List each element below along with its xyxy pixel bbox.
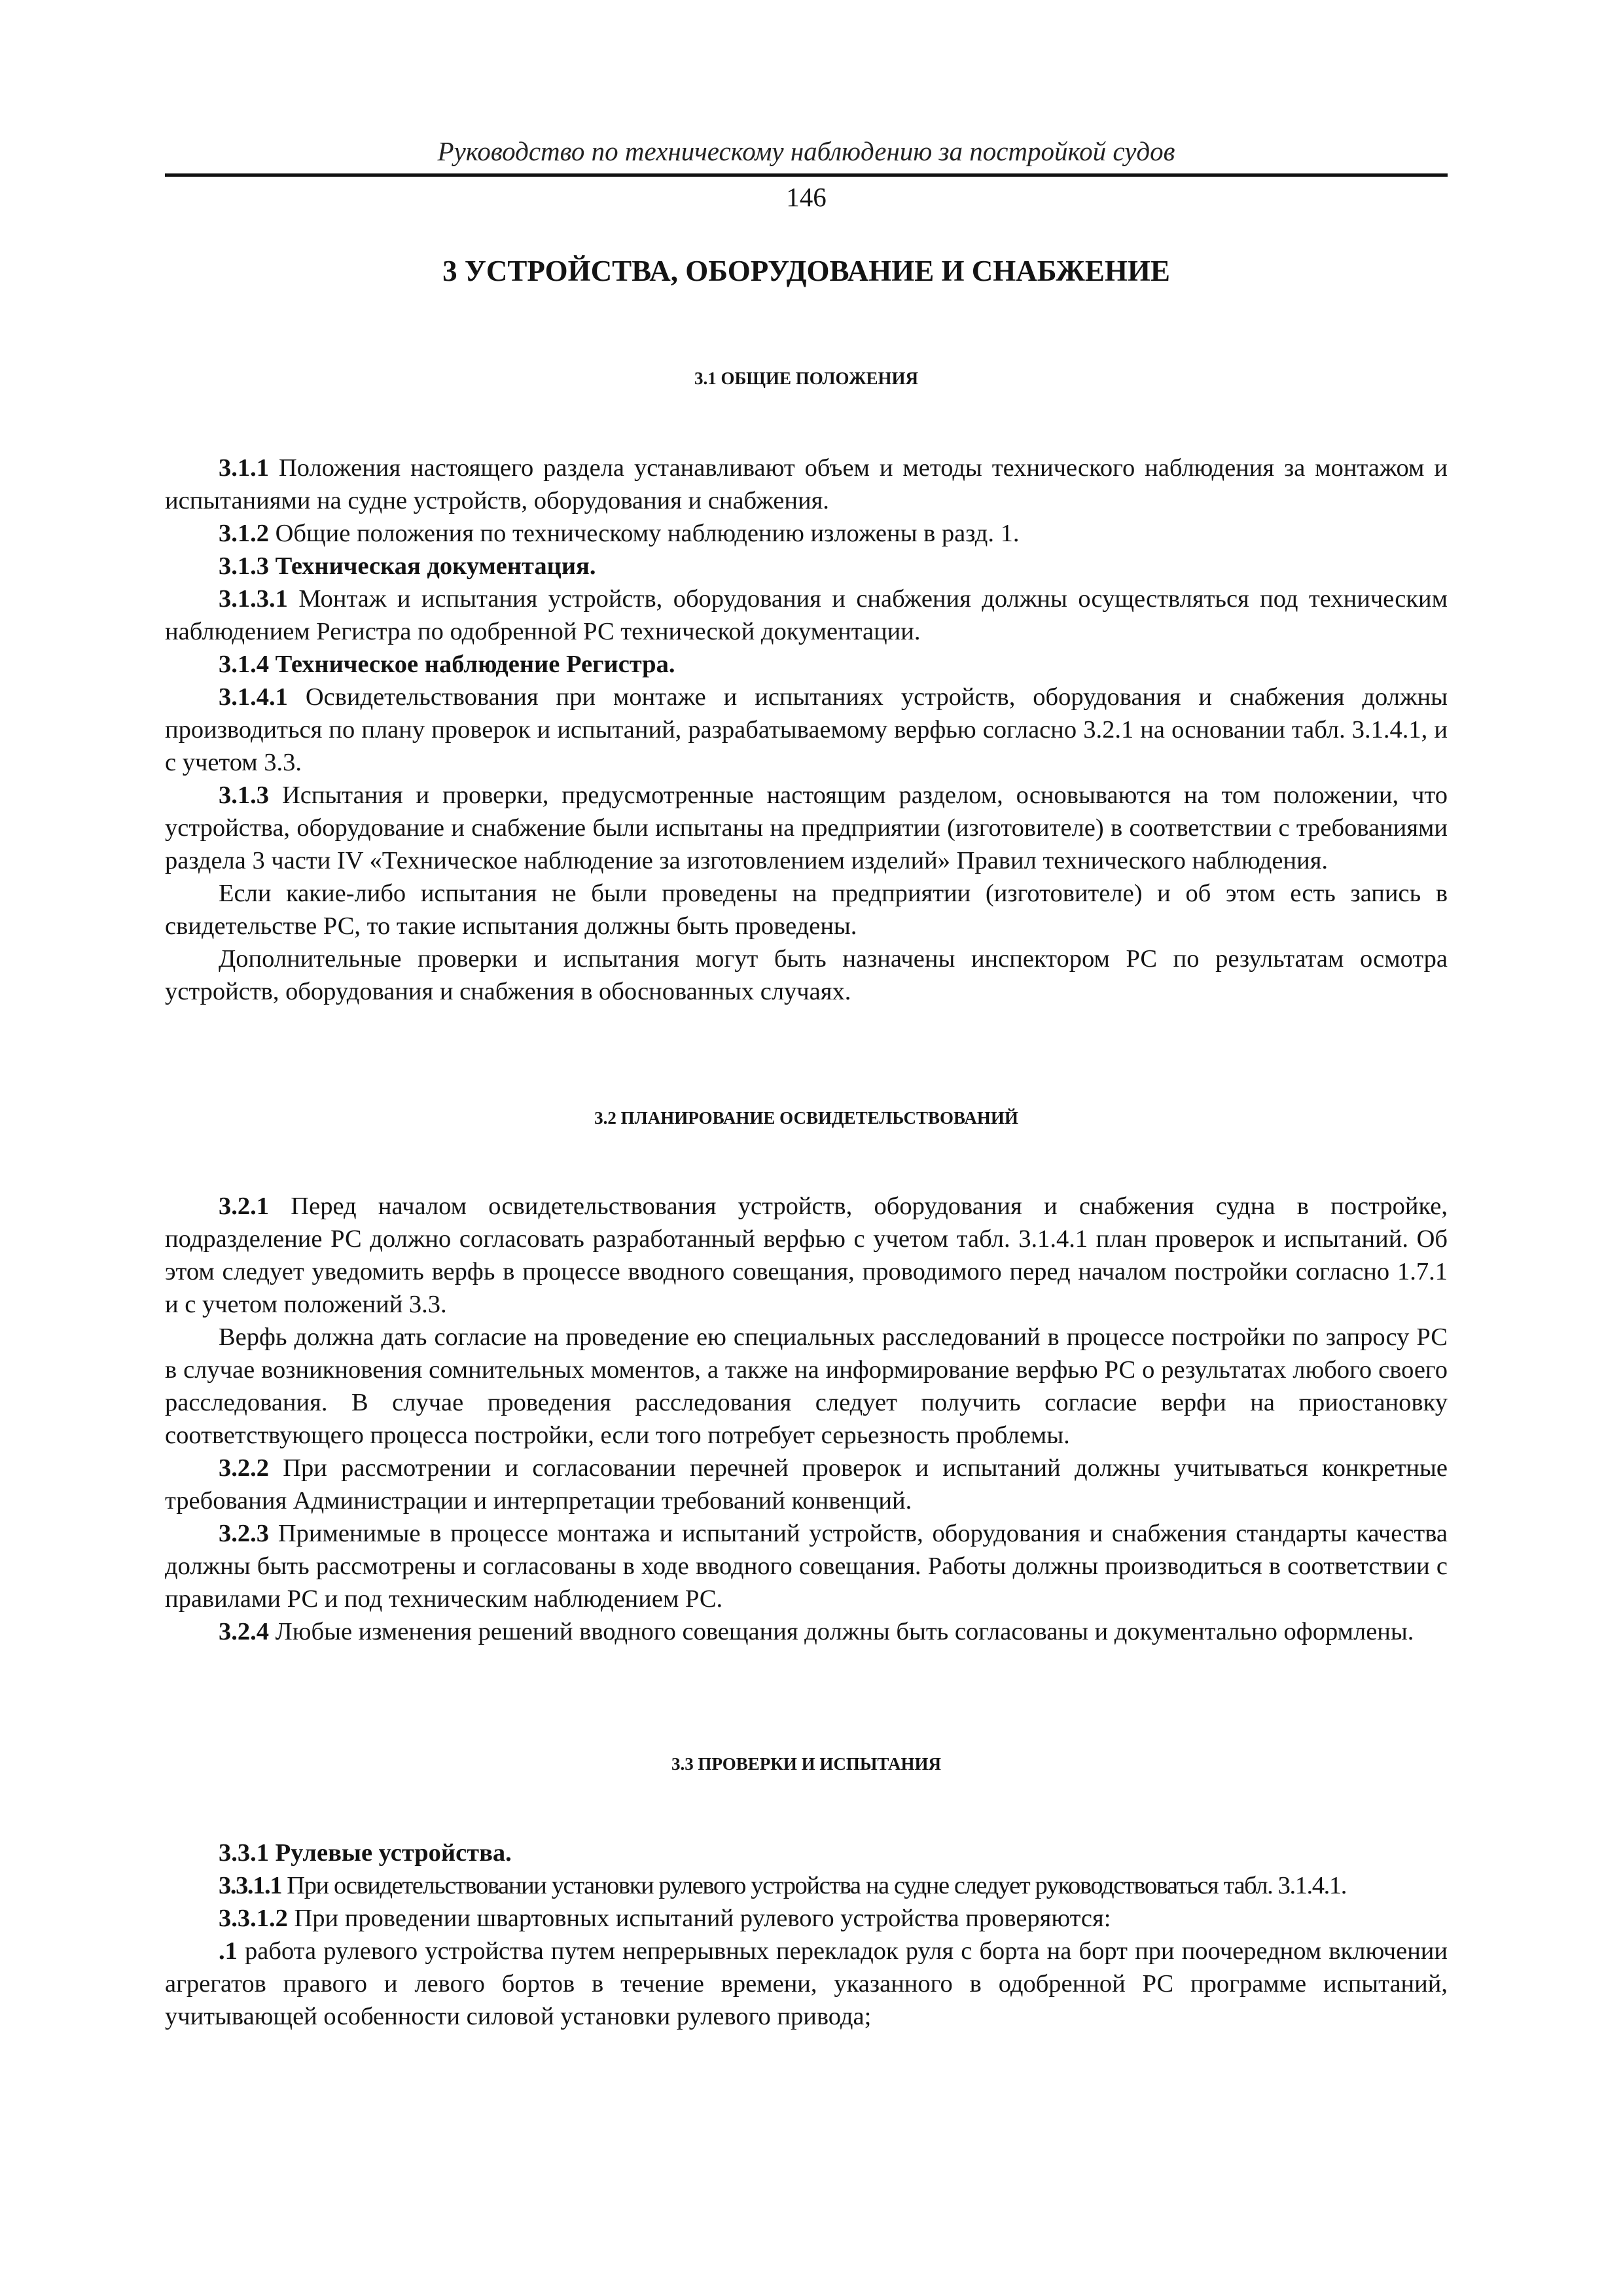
- paragraph-3-1-4-heading: 3.1.4 Техническое наблюдение Регистра.: [219, 651, 675, 678]
- section-body-3-2: [165, 1190, 1448, 1648]
- paragraph-3-1-2: 3.1.2 Общие положения по техническому наблюдению изложены в разд. 1.: [219, 520, 1020, 547]
- paragraph-3-3-1-1: 3.3.1.1 При освидетельствовании установки рулевого устройства на судне следует руководствоваться табл. 3.1.4.1.: [219, 1872, 1346, 1899]
- paragraph-additional-checks: Дополнительные проверки и испытания могут быть назначены инспектором РС по результатам осмотра устройств, оборудования и снабжения в обоснованных случаях.: [165, 945, 1448, 1005]
- paragraph-3-2-4: 3.2.4 Любые изменения решений вводного совещания должны быть согласованы и документально оформлены.: [219, 1618, 1414, 1645]
- chapter-title: 3 УСТРОЙСТВА, ОБОРУДОВАНИЕ И СНАБЖЕНИЕ: [442, 255, 1170, 287]
- paragraph-3-1-3-heading: 3.1.3 Техническая документация.: [219, 552, 596, 580]
- paragraph-missing-tests: Если какие-либо испытания не были проведены на предприятии (изготовителе) и об этом есть запись в свидетельстве РС, то такие испытания должны быть проведены.: [165, 880, 1448, 940]
- paragraph-3-2-2: 3.2.2 При рассмотрении и согласовании перечней проверок и испытаний должны учитываться конкретные требования Администрации и интерпретации требований конвенций.: [165, 1454, 1448, 1515]
- section-body-3-3: [165, 1837, 1448, 2033]
- paragraph-3-1-3-1: 3.1.3.1 Монтаж и испытания устройств, оборудования и снабжения должны осуществляться под техническим наблюдением Регистра по одобренной РС технической документации.: [165, 585, 1448, 645]
- running-header: Руководство по техническому наблюдению за постройкой судов: [437, 136, 1175, 166]
- paragraph-3-3-1-heading: 3.3.1 Рулевые устройства.: [219, 1839, 512, 1867]
- paragraph-3-1-4-1: 3.1.4.1 Освидетельствования при монтаже и испытаниях устройств, оборудования и снабжения должны производиться по плану проверок и испытаний, разрабатываемому верфью согласно 3.2.1 на основании табл. 3.1.4.1, и с учетом 3.3.: [165, 683, 1448, 776]
- section-title-3-3: 3.3 ПРОВЕРКИ И ИСПЫТАНИЯ: [671, 1754, 942, 1774]
- section-title-3-1: 3.1 ОБЩИЕ ПОЛОЖЕНИЯ: [694, 368, 919, 388]
- paragraph-shipyard-consent: Верфь должна дать согласие на проведение ею специальных расследований в процессе постройки по запросу РС в случае возникновения сомнительных моментов, а также на информирование верфью РС о результатах любого своего расследования. В случае проведения расследования следует получить согласие верфи на приостановку соответствующего процесса постройки, если того потребует серьезность проблемы.: [165, 1323, 1448, 1449]
- paragraph-3-2-3: 3.2.3 Применимые в процессе монтажа и испытаний устройств, оборудования и снабжения стандарты качества должны быть рассмотрены и согласованы в ходе вводного совещания. Работы должны производиться в соответствии с правилами РС и под техническим наблюдением РС.: [165, 1520, 1448, 1613]
- paragraph-3-1-1: 3.1.1 Положения настоящего раздела устанавливают объем и методы технического наблюдения за монтажом и испытаниями на судне устройств, оборудования и снабжения.: [165, 454, 1448, 514]
- section-body-3-1: [165, 452, 1448, 1008]
- section-title-3-2: 3.2 ПЛАНИРОВАНИЕ ОСВИДЕТЕЛЬСТВОВАНИЙ: [594, 1108, 1018, 1128]
- paragraph-3-3-1-2: 3.3.1.2 При проведении швартовных испытаний рулевого устройства проверяются:: [219, 1905, 1111, 1932]
- paragraph-item-1: .1 работа рулевого устройства путем непрерывных перекладок руля с борта на борт при поочередном включении агрегатов правого и левого бортов в течение времени, указанного в одобренной РС программе испытаний, учитывающей особенности силовой установки рулевого привода;: [165, 1937, 1448, 2030]
- paragraph-3-1-3-tests: 3.1.3 Испытания и проверки, предусмотренные настоящим разделом, основываются на том положении, что устройства, оборудование и снабжение были испытаны на предприятии (изготовителе) в соответствии с требованиями раздела 3 части IV «Техническое наблюдение за изготовлением изделий» Правил технического наблюдения.: [165, 781, 1448, 874]
- paragraph-3-2-1: 3.2.1 Перед началом освидетельствования устройств, оборудования и снабжения судна в постройке, подразделение РС должно согласовать разработанный верфью с учетом табл. 3.1.4.1 план проверок и испытаний. Об этом следует уведомить верфь в процессе вводного совещания, проводимого перед началом постройки согласно 1.7.1 и с учетом положений 3.3.: [165, 1193, 1448, 1318]
- header-rule: [165, 173, 1448, 177]
- page-number: 146: [786, 182, 827, 212]
